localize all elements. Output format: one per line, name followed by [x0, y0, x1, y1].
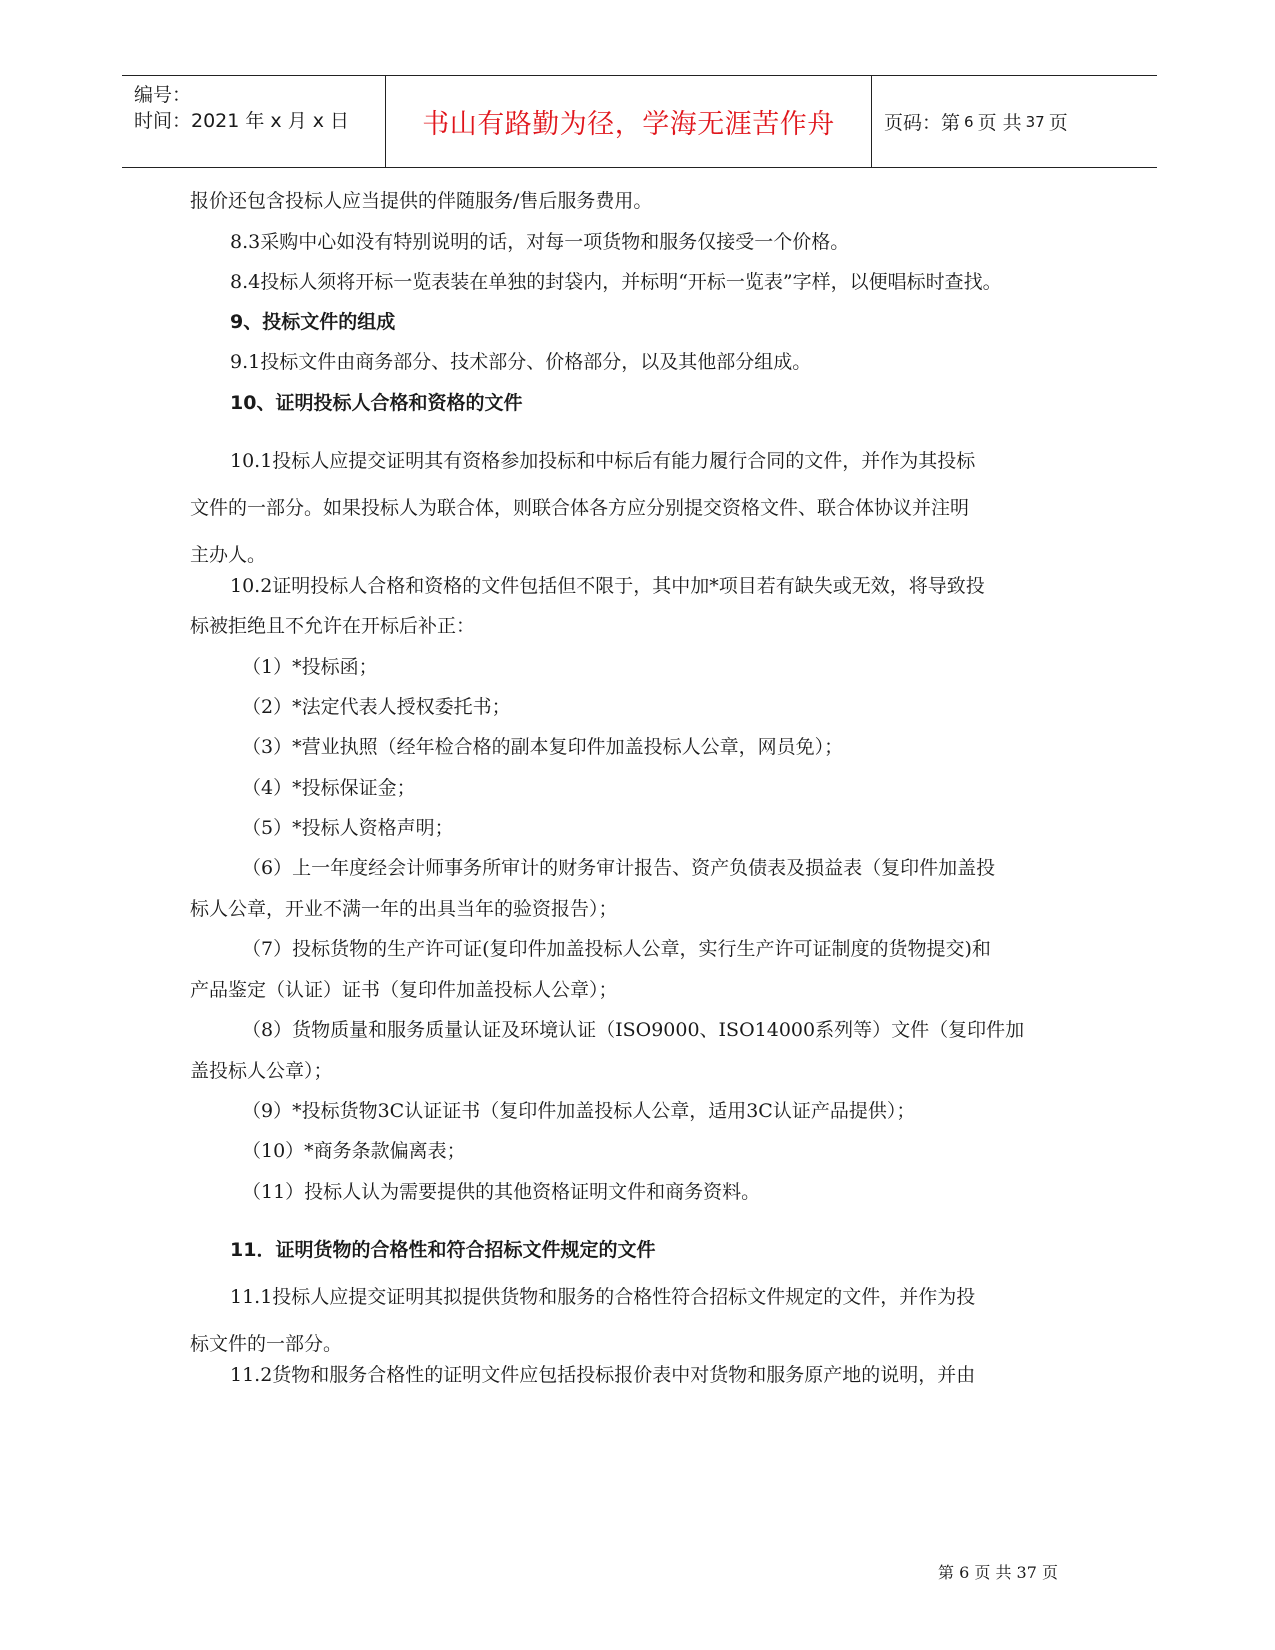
paragraph: 10.2证明投标人合格和资格的文件包括但不限于，其中加*项目若有缺失或无效，将导致投 [230, 575, 985, 597]
page-suffix: 页 [1048, 112, 1068, 134]
paragraph: 报价还包含投标人应当提供的伴随服务/售后服务费用。 [190, 190, 653, 212]
paragraph: 8.3采购中心如没有特别说明的话，对每一项货物和服务仅接受一个价格。 [230, 231, 850, 253]
header-motto: 书山有路勤为径，学海无涯苦作舟 [386, 76, 872, 167]
page-prefix: 页码：第 [884, 112, 961, 134]
header-page-counter [872, 76, 1157, 167]
page-header [122, 75, 1157, 168]
list-item: （11）投标人认为需要提供的其他资格证明文件和商务资料。 [242, 1181, 761, 1203]
list-item: （3）*营业执照（经年检合格的副本复印件加盖投标人公章，网员免）； [242, 736, 844, 758]
paragraph: 标被拒绝且不允许在开标后补正： [190, 615, 476, 637]
paragraph: 标文件的一部分。 [190, 1333, 343, 1355]
paragraph: 11.1投标人应提交证明其拟提供货物和服务的合格性符合招标文件规定的文件，并作为投 [230, 1286, 976, 1308]
list-item: （1）*投标函； [242, 656, 378, 678]
section-heading: 11．证明货物的合格性和符合招标文件规定的文件 [230, 1239, 656, 1261]
list-item: （8）货物质量和服务质量认证及环境认证（ISO9000、ISO14000系列等）文件（复印件加 [242, 1019, 1025, 1041]
paragraph: 11.2货物和服务合格性的证明文件应包括投标报价表中对货物和服务原产地的说明，并由 [230, 1364, 976, 1386]
list-item-continuation: 产品鉴定（认证）证书（复印件加盖投标人公章）； [190, 979, 618, 1001]
list-item: （9）*投标货物3C认证证书（复印件加盖投标人公章，适用3C认证产品提供）； [242, 1100, 916, 1122]
page-mid: 页 共 [977, 112, 1022, 134]
header-info-cell [122, 76, 386, 167]
list-item: （7）投标货物的生产许可证(复印件加盖投标人公章，实行生产许可证制度的货物提交)和 [242, 938, 991, 960]
paragraph: 文件的一部分。如果投标人为联合体，则联合体各方应分别提交资格文件、联合体协议并注明 [190, 497, 970, 519]
page-total: 37 [1025, 112, 1045, 131]
page-current: 6 [964, 112, 974, 131]
list-item-continuation: 盖投标人公章）； [190, 1060, 333, 1082]
page-footer: 第 6 页 共 37 页 [938, 1563, 1058, 1582]
section-heading: 10、证明投标人合格和资格的文件 [230, 392, 523, 414]
list-item: （6）上一年度经会计师事务所审计的财务审计报告、资产负债表及损益表（复印件加盖投 [242, 857, 996, 879]
document-time-label: 时间：2021 年 x 月 x 日 [134, 110, 350, 132]
paragraph: 10.1投标人应提交证明其有资格参加投标和中标后有能力履行合同的文件，并作为其投标 [230, 450, 976, 472]
section-heading: 9、投标文件的组成 [230, 311, 396, 333]
list-item: （2）*法定代表人授权委托书； [242, 696, 511, 718]
list-item: （5）*投标人资格声明； [242, 817, 454, 839]
list-item: （4）*投标保证金； [242, 777, 416, 799]
list-item: （10）*商务条款偏离表； [242, 1140, 466, 1162]
paragraph: 8.4投标人须将开标一览表装在单独的封袋内，并标明“开标一览表”字样，以便唱标时查找。 [230, 271, 1002, 293]
list-item-continuation: 标人公章，开业不满一年的出具当年的验资报告）； [190, 898, 618, 920]
paragraph: 主办人。 [190, 544, 267, 566]
paragraph: 9.1投标文件由商务部分、技术部分、价格部分，以及其他部分组成。 [230, 351, 812, 373]
document-number-label: 编号： [134, 84, 192, 106]
